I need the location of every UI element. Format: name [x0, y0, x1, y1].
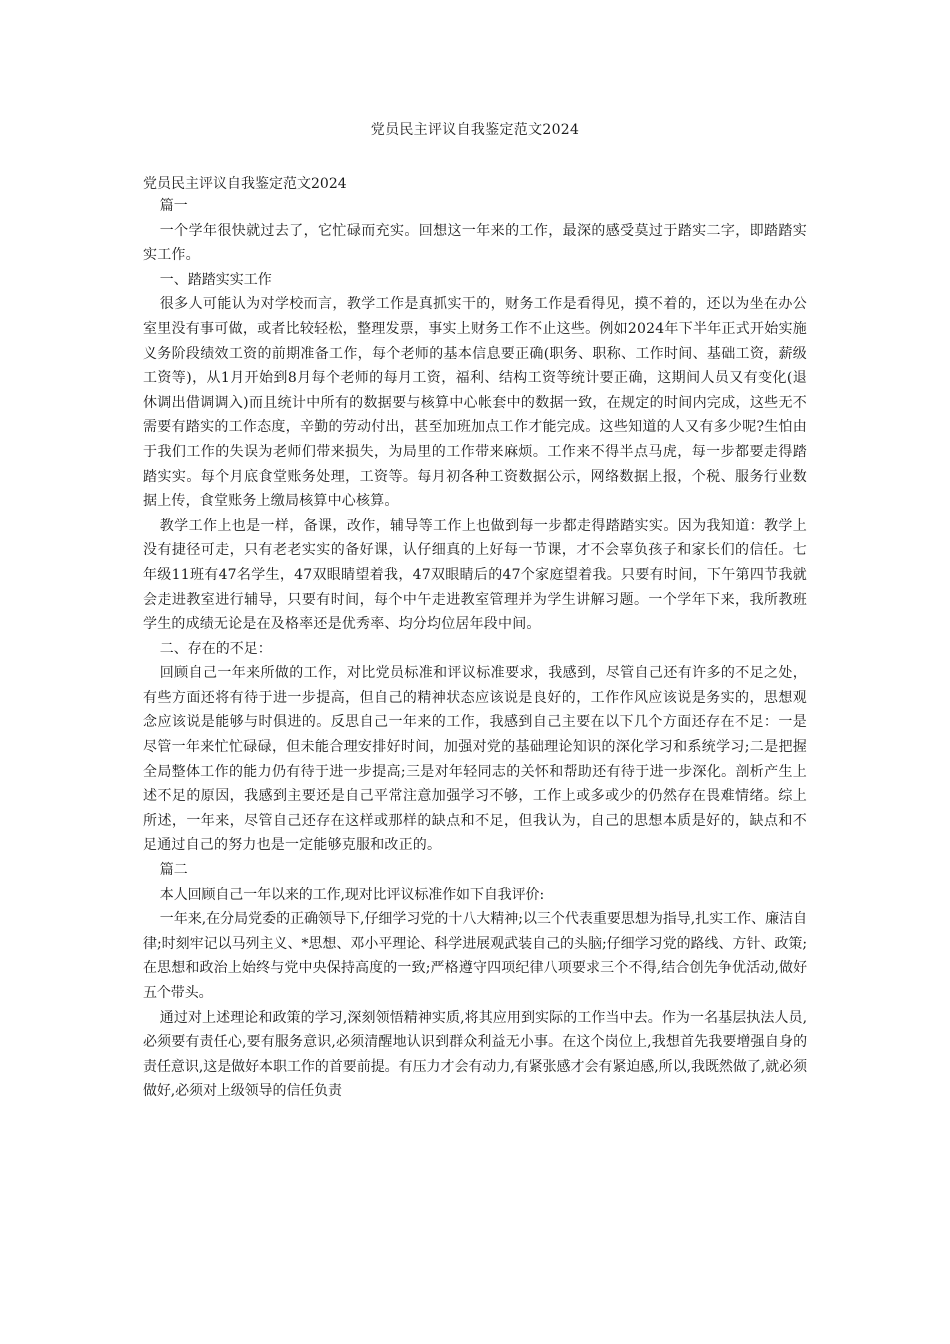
paragraph-study: 一年来,在分局党委的正确领导下,仔细学习党的十八大精神;以三个代表重要思想为指导,扎实工作、廉洁自律;时刻牢记以马列主义、*思想、邓小平理论、科学进展观武装自己的头脑;仔细学习党的路线、方针、政策;在思想和政治上始终与党中央保持高度的一致;严格遵守四项纪律八项要求三个不得,结合创先争优活动,做好五个带头。	[143, 911, 807, 1001]
paragraph-finance-work: 很多人可能认为对学校而言，教学工作是真抓实干的，财务工作是看得见，摸不着的，还以为坐在办公室里没有事可做，或者比较轻松，整理发票，事实上财务工作不止这些。例如2024年下半年正式开始实施义务阶段绩效工资的前期准备工作，每个老师的基本信息要正确(职务、职称、工作时间、基础工资，薪级工资等)，从1月开始到8月每个老师的每月工资，福利、结构工资等统计要正确，这期间人员又有变化(退休调出借调调入)而且统计中所有的数据要与核算中心帐套中的数据一致，在规定的时间内完成，这些无不需要有踏实的工作态度，辛勤的劳动付出，甚至加班加点工作才能完成。这些知道的人又有多少呢?生怕由于我们工作的失误为老师们带来损失，为局里的工作带来麻烦。工作来不得半点马虎，每一步都要走得踏踏实实。每个月底食堂账务处理，工资等。每月初各种工资数据公示，网络数据上报，个税、服务行业数据上传，食堂账务上缴局核算中心核算。	[143, 296, 807, 510]
section-heading-shortcomings: 二、存在的不足：	[159, 640, 272, 657]
paragraph-shortcomings: 回顾自己一年来所做的工作，对比党员标准和评议标准要求，我感到，尽管自己还有许多的不足之处，有些方面还将有待于进一步提高，但自己的精神状态应该说是良好的，工作作风应该说是务实的，思想观念应该说是能够与时俱进的。反思自己一年来的工作，我感到自己主要在以下几个方面还存在不足：一是尽管一年来忙忙碌碌，但未能合理安排好时间，加强对党的基础理论知识的深化学习和系统学习;二是把握全局整体工作的能力仍有待于进一步提高;三是对年轻同志的关怀和帮助还有待于进一步深化。剖析产生上述不足的原因，我感到主要还是自己平常注意加强学习不够，工作上或多或少的仍然存在畏难情绪。综上所述，一年来，尽管自己还存在这样或那样的缺点和不足，但我认为，自己的思想本质是好的，缺点和不足通过自己的努力也是一定能够克服和改正的。	[143, 665, 807, 854]
paragraph-teaching-work: 教学工作上也是一样，备课，改作，辅导等工作上也做到每一步都走得踏踏实实。因为我知道：教学上没有捷径可走，只有老老实实的备好课，认仔细真的上好每一节课，才不会辜负孩子和家长们的信任。七年级11班有47名学生，47双眼睛望着我，47双眼睛后的47个家庭望着我。只要有时间，下午第四节我就会走进教室进行辅导，只要有时间，每个中午走进教室管理并为学生讲解习题。一个学年下来，我所教班学生的成绩无论是在及格率还是优秀率、均分均位居年段中间。	[143, 517, 807, 633]
document-page	[143, 120, 807, 1104]
document-title: 党员民主评议自我鉴定范文2024	[370, 122, 580, 138]
section-heading-part-two: 篇二	[159, 862, 188, 879]
document-subtitle: 党员民主评议自我鉴定范文2024	[143, 176, 347, 192]
paragraph-responsibility: 通过对上述理论和政策的学习,深刻领悟精神实质,将其应用到实际的工作当中去。作为一名基层执法人员,必须要有责任心,要有服务意识,必须清醒地认识到群众利益无小事。在这个岗位上,我想首先我要增强自身的责任意识,这是做好本职工作的首要前提。有压力才会有动力,有紧张感才会有紧迫感,所以,我既然做了,就必须做好,必须对上级领导的信任负责	[143, 1009, 807, 1100]
section-heading-part-one: 篇一	[159, 198, 188, 214]
paragraph-self-review: 本人回顾自己一年以来的工作,现对比评议标准作如下自我评价:	[159, 886, 545, 903]
paragraph-intro: 一个学年很快就过去了，它忙碌而充实。回想这一年来的工作，最深的感受莫过于踏实二字，即踏踏实实工作。	[143, 222, 807, 264]
section-heading-work: 一、踏踏实实工作	[159, 271, 272, 288]
